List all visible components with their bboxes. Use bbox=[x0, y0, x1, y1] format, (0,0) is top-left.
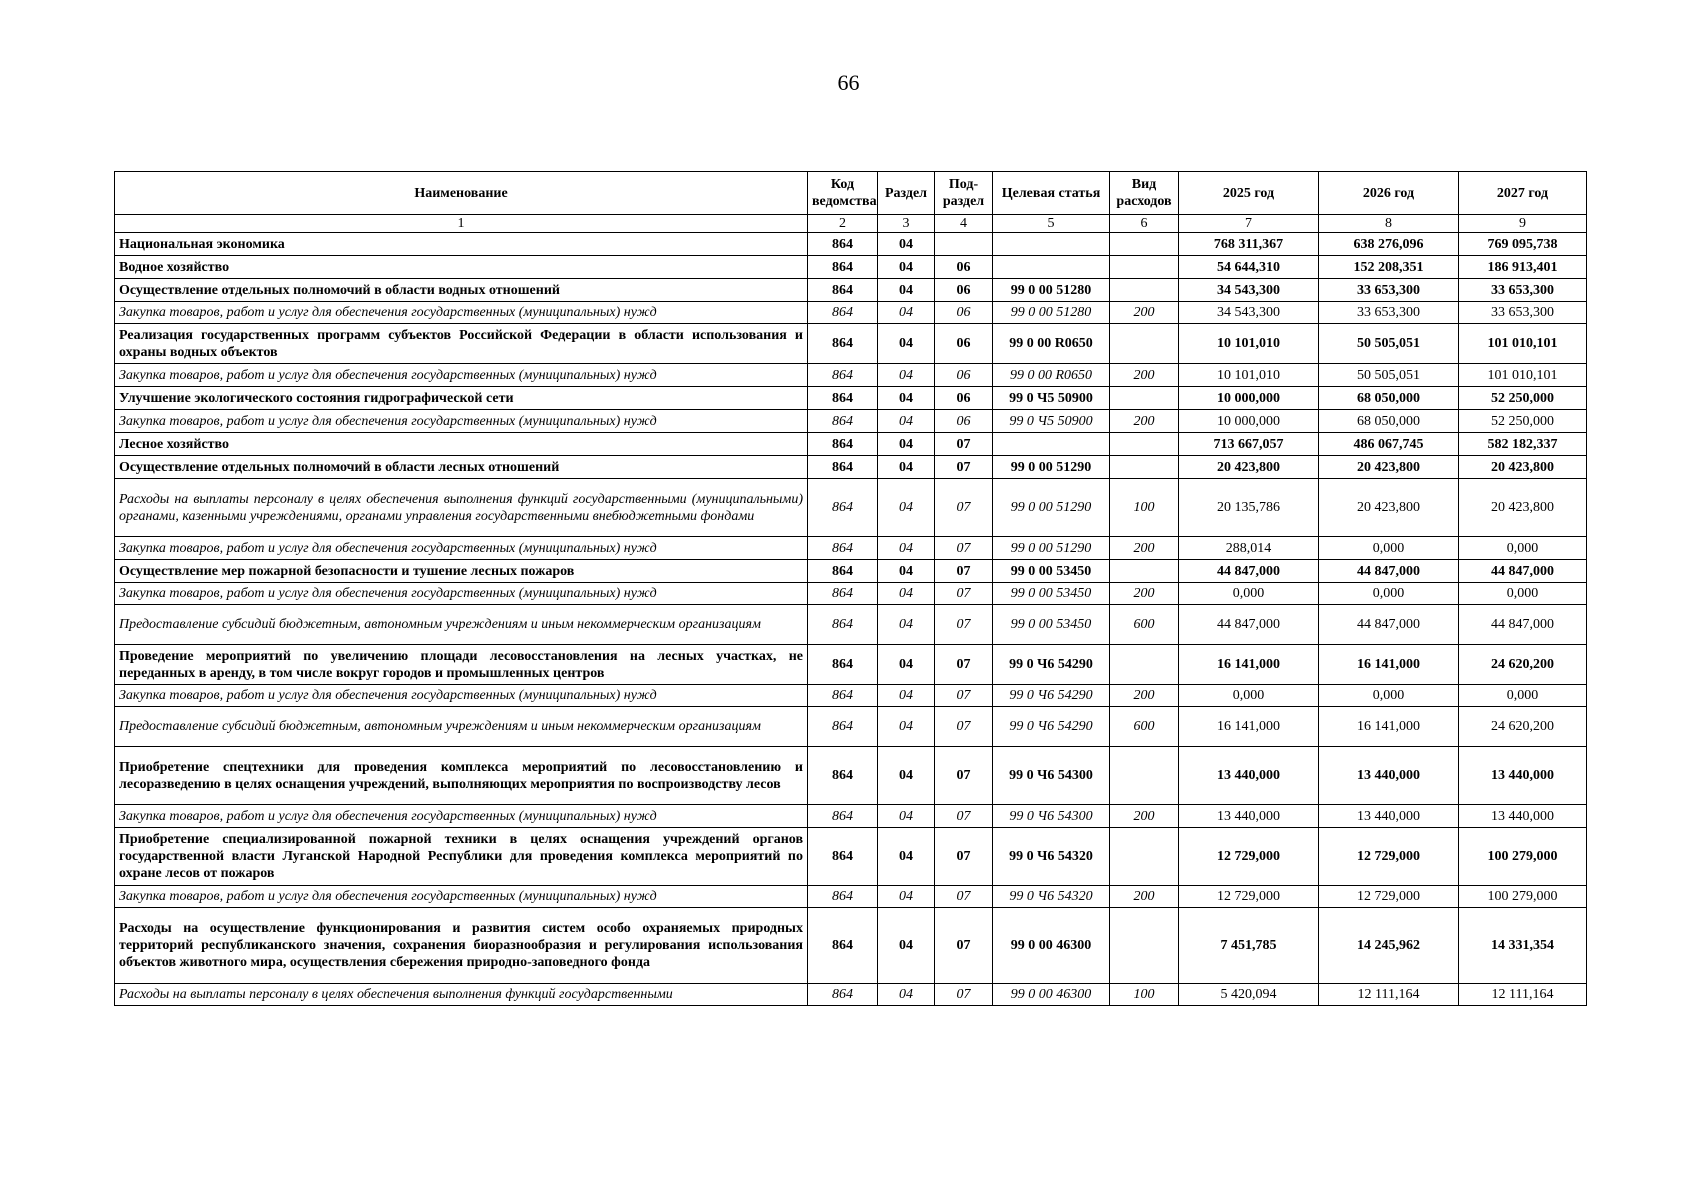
row-code: 864 bbox=[808, 324, 878, 364]
row-amount-2027: 186 913,401 bbox=[1459, 256, 1587, 279]
table-row bbox=[115, 387, 1587, 410]
row-target-article: 99 0 00 R0650 bbox=[993, 364, 1110, 387]
row-code: 864 bbox=[808, 387, 878, 410]
table-row bbox=[115, 433, 1587, 456]
row-name: Расходы на выплаты персоналу в целях обеспечения выполнения функций государственными bbox=[115, 984, 808, 1006]
row-amount-2026: 638 276,096 bbox=[1319, 233, 1459, 256]
row-amount-2025: 10 101,010 bbox=[1179, 324, 1319, 364]
table-row bbox=[115, 537, 1587, 560]
row-amount-2027: 100 279,000 bbox=[1459, 828, 1587, 886]
row-expense-type: 200 bbox=[1110, 537, 1179, 560]
row-amount-2027: 101 010,101 bbox=[1459, 324, 1587, 364]
row-amount-2026: 0,000 bbox=[1319, 685, 1459, 707]
row-amount-2026: 16 141,000 bbox=[1319, 645, 1459, 685]
row-podrazdel: 06 bbox=[935, 302, 993, 324]
row-name: Расходы на выплаты персоналу в целях обеспечения выполнения функций государственными (муниципальными) органами, казенными учреждениями, органами управления государственными внебюджетными фондами bbox=[115, 479, 808, 537]
row-amount-2026: 68 050,000 bbox=[1319, 387, 1459, 410]
row-target-article: 99 0 Ч6 54300 bbox=[993, 805, 1110, 828]
row-target-article: 99 0 00 51280 bbox=[993, 279, 1110, 302]
row-podrazdel: 06 bbox=[935, 364, 993, 387]
row-amount-2026: 16 141,000 bbox=[1319, 707, 1459, 747]
row-razdel: 04 bbox=[878, 583, 935, 605]
row-expense-type: 200 bbox=[1110, 410, 1179, 433]
row-amount-2026: 12 111,164 bbox=[1319, 984, 1459, 1006]
row-amount-2027: 44 847,000 bbox=[1459, 560, 1587, 583]
row-podrazdel: 07 bbox=[935, 560, 993, 583]
row-amount-2025: 13 440,000 bbox=[1179, 805, 1319, 828]
row-podrazdel: 06 bbox=[935, 410, 993, 433]
row-expense-type: 600 bbox=[1110, 707, 1179, 747]
row-code: 864 bbox=[808, 886, 878, 908]
row-amount-2025: 13 440,000 bbox=[1179, 747, 1319, 805]
row-expense-type bbox=[1110, 433, 1179, 456]
table-row bbox=[115, 583, 1587, 605]
table-row bbox=[115, 479, 1587, 537]
row-podrazdel: 06 bbox=[935, 387, 993, 410]
row-expense-type: 100 bbox=[1110, 984, 1179, 1006]
row-amount-2027: 44 847,000 bbox=[1459, 605, 1587, 645]
row-amount-2026: 33 653,300 bbox=[1319, 302, 1459, 324]
row-target-article: 99 0 00 53450 bbox=[993, 583, 1110, 605]
row-target-article: 99 0 00 53450 bbox=[993, 560, 1110, 583]
row-name: Предоставление субсидий бюджетным, автономным учреждениям и иным некоммерческим организациям bbox=[115, 605, 808, 645]
row-amount-2026: 0,000 bbox=[1319, 537, 1459, 560]
row-amount-2026: 0,000 bbox=[1319, 583, 1459, 605]
row-amount-2027: 13 440,000 bbox=[1459, 805, 1587, 828]
row-code: 864 bbox=[808, 605, 878, 645]
table-row bbox=[115, 279, 1587, 302]
row-amount-2026: 486 067,745 bbox=[1319, 433, 1459, 456]
row-podrazdel: 07 bbox=[935, 537, 993, 560]
row-target-article bbox=[993, 233, 1110, 256]
row-name: Приобретение спецтехники для проведения комплекса мероприятий по лесовосстановлению и лесоразведению в целях оснащения учреждений, выполняющих мероприятия по воспроизводству лесов bbox=[115, 747, 808, 805]
row-target-article: 99 0 Ч6 54320 bbox=[993, 828, 1110, 886]
row-name: Закупка товаров, работ и услуг для обеспечения государственных (муниципальных) нужд bbox=[115, 537, 808, 560]
row-amount-2027: 12 111,164 bbox=[1459, 984, 1587, 1006]
row-amount-2025: 16 141,000 bbox=[1179, 645, 1319, 685]
row-code: 864 bbox=[808, 537, 878, 560]
row-podrazdel: 07 bbox=[935, 886, 993, 908]
row-amount-2025: 12 729,000 bbox=[1179, 828, 1319, 886]
row-razdel: 04 bbox=[878, 685, 935, 707]
row-name: Приобретение специализированной пожарной техники в целях оснащения учреждений органов государственной власти Луганской Народной Республики для проведения комплекса мероприятий по охране лесов от пожаров bbox=[115, 828, 808, 886]
row-expense-type: 100 bbox=[1110, 479, 1179, 537]
row-amount-2025: 44 847,000 bbox=[1179, 605, 1319, 645]
row-amount-2027: 769 095,738 bbox=[1459, 233, 1587, 256]
row-amount-2027: 20 423,800 bbox=[1459, 479, 1587, 537]
page-number: 66 bbox=[837, 70, 860, 95]
header-name: Наименование bbox=[115, 172, 808, 215]
row-name: Осуществление мер пожарной безопасности и тушение лесных пожаров bbox=[115, 560, 808, 583]
row-name: Закупка товаров, работ и услуг для обеспечения государственных (муниципальных) нужд bbox=[115, 685, 808, 707]
row-razdel: 04 bbox=[878, 560, 935, 583]
table-row bbox=[115, 984, 1587, 1006]
row-amount-2027: 0,000 bbox=[1459, 537, 1587, 560]
header-2026: 2026 год bbox=[1319, 172, 1459, 215]
row-expense-type bbox=[1110, 233, 1179, 256]
header-podrazdel: Под-раздел bbox=[935, 172, 993, 215]
row-target-article: 99 0 Ч6 54290 bbox=[993, 645, 1110, 685]
row-code: 864 bbox=[808, 479, 878, 537]
row-expense-type: 200 bbox=[1110, 685, 1179, 707]
column-number: 8 bbox=[1319, 215, 1459, 233]
row-podrazdel: 06 bbox=[935, 256, 993, 279]
row-amount-2025: 16 141,000 bbox=[1179, 707, 1319, 747]
row-expense-type: 200 bbox=[1110, 886, 1179, 908]
row-amount-2025: 20 135,786 bbox=[1179, 479, 1319, 537]
row-podrazdel: 07 bbox=[935, 479, 993, 537]
row-amount-2026: 20 423,800 bbox=[1319, 479, 1459, 537]
row-code: 864 bbox=[808, 645, 878, 685]
row-expense-type: 600 bbox=[1110, 605, 1179, 645]
row-amount-2026: 50 505,051 bbox=[1319, 364, 1459, 387]
row-razdel: 04 bbox=[878, 364, 935, 387]
row-target-article: 99 0 00 51290 bbox=[993, 456, 1110, 479]
row-podrazdel: 06 bbox=[935, 279, 993, 302]
table-row bbox=[115, 908, 1587, 984]
row-razdel: 04 bbox=[878, 537, 935, 560]
row-razdel: 04 bbox=[878, 908, 935, 984]
row-code: 864 bbox=[808, 410, 878, 433]
row-amount-2026: 20 423,800 bbox=[1319, 456, 1459, 479]
row-target-article: 99 0 Ч6 54300 bbox=[993, 747, 1110, 805]
row-amount-2025: 713 667,057 bbox=[1179, 433, 1319, 456]
table-row bbox=[115, 805, 1587, 828]
table-row bbox=[115, 410, 1587, 433]
row-amount-2025: 54 644,310 bbox=[1179, 256, 1319, 279]
row-amount-2027: 33 653,300 bbox=[1459, 302, 1587, 324]
row-podrazdel: 07 bbox=[935, 456, 993, 479]
row-name: Водное хозяйство bbox=[115, 256, 808, 279]
row-expense-type: 200 bbox=[1110, 805, 1179, 828]
row-podrazdel: 07 bbox=[935, 707, 993, 747]
row-code: 864 bbox=[808, 984, 878, 1006]
row-amount-2025: 768 311,367 bbox=[1179, 233, 1319, 256]
row-code: 864 bbox=[808, 908, 878, 984]
table-row bbox=[115, 560, 1587, 583]
row-razdel: 04 bbox=[878, 645, 935, 685]
row-razdel: 04 bbox=[878, 387, 935, 410]
row-code: 864 bbox=[808, 747, 878, 805]
row-razdel: 04 bbox=[878, 605, 935, 645]
row-code: 864 bbox=[808, 685, 878, 707]
table-row bbox=[115, 456, 1587, 479]
table-row bbox=[115, 233, 1587, 256]
table-row bbox=[115, 707, 1587, 747]
row-code: 864 bbox=[808, 560, 878, 583]
row-expense-type bbox=[1110, 560, 1179, 583]
row-expense-type bbox=[1110, 645, 1179, 685]
row-amount-2027: 14 331,354 bbox=[1459, 908, 1587, 984]
row-razdel: 04 bbox=[878, 324, 935, 364]
column-number-row bbox=[115, 215, 1587, 233]
row-name: Закупка товаров, работ и услуг для обеспечения государственных (муниципальных) нужд bbox=[115, 886, 808, 908]
column-number: 9 bbox=[1459, 215, 1587, 233]
table-row bbox=[115, 324, 1587, 364]
row-razdel: 04 bbox=[878, 256, 935, 279]
row-amount-2027: 582 182,337 bbox=[1459, 433, 1587, 456]
row-podrazdel: 07 bbox=[935, 828, 993, 886]
row-expense-type bbox=[1110, 908, 1179, 984]
row-amount-2027: 13 440,000 bbox=[1459, 747, 1587, 805]
row-amount-2026: 12 729,000 bbox=[1319, 886, 1459, 908]
row-podrazdel: 07 bbox=[935, 984, 993, 1006]
row-amount-2025: 10 000,000 bbox=[1179, 387, 1319, 410]
row-name: Национальная экономика bbox=[115, 233, 808, 256]
row-podrazdel: 06 bbox=[935, 324, 993, 364]
header-razdel: Раздел bbox=[878, 172, 935, 215]
row-podrazdel: 07 bbox=[935, 685, 993, 707]
row-name: Улучшение экологического состояния гидрографической сети bbox=[115, 387, 808, 410]
column-number: 4 bbox=[935, 215, 993, 233]
row-expense-type bbox=[1110, 747, 1179, 805]
row-target-article: 99 0 Ч6 54290 bbox=[993, 707, 1110, 747]
column-number: 6 bbox=[1110, 215, 1179, 233]
row-razdel: 04 bbox=[878, 433, 935, 456]
row-target-article bbox=[993, 256, 1110, 279]
row-podrazdel: 07 bbox=[935, 433, 993, 456]
row-code: 864 bbox=[808, 433, 878, 456]
row-target-article: 99 0 00 51290 bbox=[993, 537, 1110, 560]
row-amount-2027: 100 279,000 bbox=[1459, 886, 1587, 908]
row-razdel: 04 bbox=[878, 410, 935, 433]
row-amount-2025: 288,014 bbox=[1179, 537, 1319, 560]
row-name: Лесное хозяйство bbox=[115, 433, 808, 456]
row-target-article: 99 0 Ч5 50900 bbox=[993, 410, 1110, 433]
table-row bbox=[115, 364, 1587, 387]
header-2025: 2025 год bbox=[1179, 172, 1319, 215]
row-podrazdel: 07 bbox=[935, 645, 993, 685]
row-razdel: 04 bbox=[878, 886, 935, 908]
row-amount-2027: 52 250,000 bbox=[1459, 387, 1587, 410]
row-amount-2027: 0,000 bbox=[1459, 583, 1587, 605]
row-code: 864 bbox=[808, 256, 878, 279]
row-amount-2025: 0,000 bbox=[1179, 685, 1319, 707]
row-amount-2026: 50 505,051 bbox=[1319, 324, 1459, 364]
row-amount-2026: 152 208,351 bbox=[1319, 256, 1459, 279]
table-row bbox=[115, 256, 1587, 279]
table-row bbox=[115, 302, 1587, 324]
row-amount-2027: 52 250,000 bbox=[1459, 410, 1587, 433]
row-amount-2027: 0,000 bbox=[1459, 685, 1587, 707]
row-target-article: 99 0 00 46300 bbox=[993, 908, 1110, 984]
row-amount-2026: 13 440,000 bbox=[1319, 747, 1459, 805]
row-amount-2027: 24 620,200 bbox=[1459, 707, 1587, 747]
table-row bbox=[115, 828, 1587, 886]
row-code: 864 bbox=[808, 279, 878, 302]
row-amount-2025: 34 543,300 bbox=[1179, 302, 1319, 324]
header-code: Код ведомства bbox=[808, 172, 878, 215]
row-amount-2025: 7 451,785 bbox=[1179, 908, 1319, 984]
row-amount-2026: 12 729,000 bbox=[1319, 828, 1459, 886]
row-razdel: 04 bbox=[878, 233, 935, 256]
row-podrazdel bbox=[935, 233, 993, 256]
row-podrazdel: 07 bbox=[935, 747, 993, 805]
row-expense-type bbox=[1110, 324, 1179, 364]
column-number: 2 bbox=[808, 215, 878, 233]
row-name: Осуществление отдельных полномочий в области лесных отношений bbox=[115, 456, 808, 479]
row-code: 864 bbox=[808, 302, 878, 324]
row-amount-2025: 20 423,800 bbox=[1179, 456, 1319, 479]
row-code: 864 bbox=[808, 583, 878, 605]
row-name: Закупка товаров, работ и услуг для обеспечения государственных (муниципальных) нужд bbox=[115, 364, 808, 387]
column-number: 5 bbox=[993, 215, 1110, 233]
column-number: 7 bbox=[1179, 215, 1319, 233]
row-amount-2027: 101 010,101 bbox=[1459, 364, 1587, 387]
row-amount-2025: 10 101,010 bbox=[1179, 364, 1319, 387]
table-row bbox=[115, 685, 1587, 707]
row-razdel: 04 bbox=[878, 279, 935, 302]
row-amount-2027: 33 653,300 bbox=[1459, 279, 1587, 302]
row-expense-type bbox=[1110, 828, 1179, 886]
row-expense-type bbox=[1110, 456, 1179, 479]
table-row bbox=[115, 645, 1587, 685]
row-name: Предоставление субсидий бюджетным, автономным учреждениям и иным некоммерческим организациям bbox=[115, 707, 808, 747]
header-row bbox=[115, 172, 1587, 215]
row-razdel: 04 bbox=[878, 805, 935, 828]
row-expense-type: 200 bbox=[1110, 364, 1179, 387]
row-expense-type bbox=[1110, 387, 1179, 410]
row-amount-2027: 20 423,800 bbox=[1459, 456, 1587, 479]
row-expense-type: 200 bbox=[1110, 302, 1179, 324]
row-razdel: 04 bbox=[878, 828, 935, 886]
header-article: Целевая статья bbox=[993, 172, 1110, 215]
row-expense-type bbox=[1110, 256, 1179, 279]
budget-table bbox=[114, 171, 1587, 1006]
column-number: 3 bbox=[878, 215, 935, 233]
row-target-article: 99 0 00 46300 bbox=[993, 984, 1110, 1006]
row-podrazdel: 07 bbox=[935, 908, 993, 984]
row-razdel: 04 bbox=[878, 302, 935, 324]
row-amount-2026: 44 847,000 bbox=[1319, 605, 1459, 645]
row-target-article: 99 0 Ч6 54290 bbox=[993, 685, 1110, 707]
row-amount-2026: 44 847,000 bbox=[1319, 560, 1459, 583]
row-razdel: 04 bbox=[878, 707, 935, 747]
row-code: 864 bbox=[808, 233, 878, 256]
row-podrazdel: 07 bbox=[935, 583, 993, 605]
row-podrazdel: 07 bbox=[935, 605, 993, 645]
row-expense-type: 200 bbox=[1110, 583, 1179, 605]
row-razdel: 04 bbox=[878, 984, 935, 1006]
row-razdel: 04 bbox=[878, 479, 935, 537]
row-amount-2027: 24 620,200 bbox=[1459, 645, 1587, 685]
row-podrazdel: 07 bbox=[935, 805, 993, 828]
row-amount-2025: 10 000,000 bbox=[1179, 410, 1319, 433]
row-target-article: 99 0 00 51290 bbox=[993, 479, 1110, 537]
row-target-article: 99 0 Ч6 54320 bbox=[993, 886, 1110, 908]
row-razdel: 04 bbox=[878, 456, 935, 479]
row-code: 864 bbox=[808, 828, 878, 886]
row-name: Расходы на осуществление функционирования и развития систем особо охраняемых природных территорий республиканского значения, сохранения биоразнообразия и регулирования использования объектов животного мира, осуществления сбережения природно-заповедного фонда bbox=[115, 908, 808, 984]
table-row bbox=[115, 605, 1587, 645]
row-target-article: 99 0 00 51280 bbox=[993, 302, 1110, 324]
row-code: 864 bbox=[808, 364, 878, 387]
row-code: 864 bbox=[808, 707, 878, 747]
row-name: Осуществление отдельных полномочий в области водных отношений bbox=[115, 279, 808, 302]
row-amount-2026: 14 245,962 bbox=[1319, 908, 1459, 984]
row-code: 864 bbox=[808, 456, 878, 479]
table-row bbox=[115, 886, 1587, 908]
table-row bbox=[115, 747, 1587, 805]
row-name: Закупка товаров, работ и услуг для обеспечения государственных (муниципальных) нужд bbox=[115, 583, 808, 605]
row-name: Закупка товаров, работ и услуг для обеспечения государственных (муниципальных) нужд bbox=[115, 805, 808, 828]
row-amount-2026: 33 653,300 bbox=[1319, 279, 1459, 302]
row-name: Закупка товаров, работ и услуг для обеспечения государственных (муниципальных) нужд bbox=[115, 410, 808, 433]
row-target-article: 99 0 Ч5 50900 bbox=[993, 387, 1110, 410]
column-number: 1 bbox=[115, 215, 808, 233]
row-amount-2025: 5 420,094 bbox=[1179, 984, 1319, 1006]
row-target-article: 99 0 00 53450 bbox=[993, 605, 1110, 645]
row-amount-2025: 44 847,000 bbox=[1179, 560, 1319, 583]
row-code: 864 bbox=[808, 805, 878, 828]
row-amount-2025: 12 729,000 bbox=[1179, 886, 1319, 908]
header-2027: 2027 год bbox=[1459, 172, 1587, 215]
row-target-article bbox=[993, 433, 1110, 456]
header-vid: Вид расходов bbox=[1110, 172, 1179, 215]
row-name: Реализация государственных программ субъектов Российской Федерации в области использования и охраны водных объектов bbox=[115, 324, 808, 364]
row-target-article: 99 0 00 R0650 bbox=[993, 324, 1110, 364]
row-amount-2026: 68 050,000 bbox=[1319, 410, 1459, 433]
row-expense-type bbox=[1110, 279, 1179, 302]
row-amount-2026: 13 440,000 bbox=[1319, 805, 1459, 828]
row-amount-2025: 0,000 bbox=[1179, 583, 1319, 605]
row-name: Проведение мероприятий по увеличению площади лесовосстановления на лесных участках, не переданных в аренду, в том числе вокруг городов и промышленных центров bbox=[115, 645, 808, 685]
row-name: Закупка товаров, работ и услуг для обеспечения государственных (муниципальных) нужд bbox=[115, 302, 808, 324]
row-razdel: 04 bbox=[878, 747, 935, 805]
row-amount-2025: 34 543,300 bbox=[1179, 279, 1319, 302]
